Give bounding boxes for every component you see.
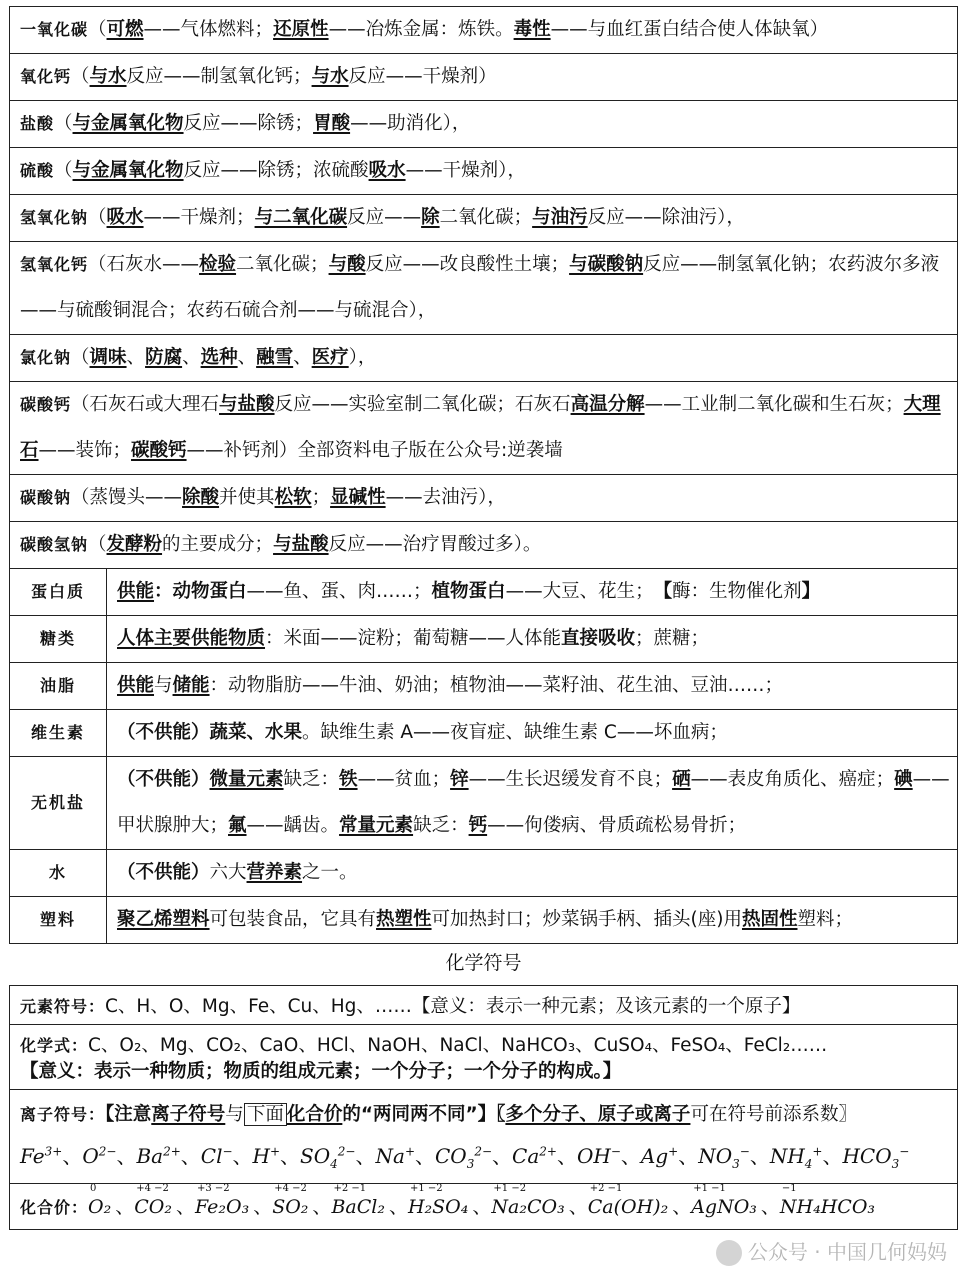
ion-charge: + <box>269 1144 281 1159</box>
ion-separator: 、 <box>415 1144 435 1168</box>
ion-base: O <box>82 1144 99 1168</box>
segment-text: 反应——改良酸性土壤； <box>365 254 570 275</box>
segment-text: ——甲状腺肿大； <box>117 769 950 836</box>
valence-item <box>779 1183 876 1218</box>
segment-text: ——气体燃料； <box>143 19 274 40</box>
segment-text: 】 <box>801 581 821 602</box>
ion-base: OH <box>576 1144 611 1168</box>
highlight-text: 与水 <box>89 66 127 87</box>
ion-charge: − <box>739 1144 750 1159</box>
highlight-text: 检验 <box>199 254 237 275</box>
nutrient-label: 油脂 <box>10 663 107 710</box>
ion-charge: + <box>812 1144 823 1159</box>
nutrient-label: 维生素 <box>10 710 107 757</box>
substance-name: 碳酸钙 <box>20 395 72 414</box>
segment-text: 反应——除锈；浓硫酸 <box>183 160 369 181</box>
segment-text: ——与血红蛋白结合使人体缺氧） <box>550 19 829 40</box>
highlight-text: 碳酸钙 <box>131 440 187 461</box>
segment-text: ； <box>311 487 331 508</box>
highlight-text: 钙 <box>468 815 488 836</box>
segment-text: 、 <box>182 347 201 368</box>
substance-name: 硫酸 <box>20 161 55 180</box>
wechat-icon <box>716 1240 742 1266</box>
ion-note-ion-symbol: 离子符号 <box>151 1104 226 1125</box>
ion-symbol <box>512 1144 557 1168</box>
valence-number: +4 −2 <box>136 1183 169 1194</box>
highlight-text: 热固性 <box>741 909 798 930</box>
valence-separator: 、 <box>175 1196 195 1218</box>
knowledge-sheet <box>9 6 958 944</box>
ion-separator: 、 <box>492 1144 513 1168</box>
segment-text: 、 <box>237 347 257 368</box>
substance-table <box>9 6 958 944</box>
nutrient-content <box>107 569 958 616</box>
nutrient-content <box>107 757 958 850</box>
formula-row <box>10 1025 958 1090</box>
segment-text: 、 <box>293 347 312 368</box>
segment-text: ）， <box>348 347 377 368</box>
valence-number: 0 <box>90 1183 97 1194</box>
substance-name: 一氧化碳 <box>20 20 89 39</box>
segment-text: （ <box>88 534 107 555</box>
highlight-text: 人体主要供能物质 <box>117 628 266 649</box>
highlight-text: 发酵粉 <box>106 534 163 555</box>
highlight-text: 供能 <box>117 581 155 602</box>
nutrient-row <box>10 616 958 663</box>
ion-base: HCO <box>842 1144 892 1168</box>
highlight-text: 与酸 <box>328 254 366 275</box>
substance-cell <box>10 148 958 195</box>
segment-text: （ <box>54 113 73 134</box>
valence-formula: AgNO₃ <box>691 1196 757 1218</box>
nutrient-content <box>107 710 958 757</box>
segment-text: 反应——治疗胃酸过多）。 <box>328 534 542 555</box>
substance-cell <box>10 54 958 101</box>
substance-name: 氧化钙 <box>20 67 72 86</box>
ion-row <box>10 1090 958 1184</box>
segment-text: ——装饰； <box>38 440 132 461</box>
highlight-text: 融雪 <box>256 347 294 368</box>
segment-text: ——龋齿。 <box>246 815 340 836</box>
ion-base: Fe <box>20 1144 45 1168</box>
highlight-text: 高温分解 <box>570 394 645 415</box>
ion-separator: 、 <box>678 1144 699 1168</box>
valence-separator: 、 <box>115 1196 135 1218</box>
valence-number: +1 −1 <box>693 1183 726 1194</box>
ion-charge: 2− <box>337 1144 356 1159</box>
substance-name: 盐酸 <box>20 114 55 133</box>
substance-name: 碳酸氢钠 <box>20 535 89 554</box>
segment-text: 反应——制氢氧化钠；农药波尔多液——与硫酸铜混合；农药石硫合剂——与硫混合）， <box>20 254 940 321</box>
segment-text: （ <box>54 160 73 181</box>
substance-name: 氢氧化钠 <box>20 208 89 227</box>
highlight-text: 吸水 <box>368 160 406 181</box>
ion-separator: 、 <box>62 1144 83 1168</box>
ion-base: Cl <box>200 1144 223 1168</box>
valence-list <box>88 1183 879 1218</box>
ion-symbol <box>253 1144 281 1168</box>
segment-text: 反应——除锈； <box>183 113 314 134</box>
nutrient-label: 蛋白质 <box>10 569 107 616</box>
substance-row <box>10 101 958 148</box>
segment-text: （不供能） <box>117 862 210 883</box>
nutrient-content <box>107 616 958 663</box>
nutrient-content <box>107 663 958 710</box>
segment-text: 、 <box>126 347 146 368</box>
nutrient-row <box>10 663 958 710</box>
ion-base: NH <box>769 1144 805 1168</box>
substance-cell <box>10 195 958 242</box>
ion-symbol <box>577 1144 621 1168</box>
ion-symbol <box>20 1144 62 1168</box>
valence-label: 化合价： <box>20 1198 89 1217</box>
ion-base: Ba <box>136 1144 164 1168</box>
ion-symbol <box>376 1144 416 1168</box>
valence-separator: 、 <box>672 1196 692 1218</box>
highlight-text: 热塑性 <box>376 909 432 930</box>
highlight-text: 医疗 <box>311 347 349 368</box>
segment-text: 可包装食品，它具有 <box>209 909 377 930</box>
ion-note-below-box: 下面 <box>244 1103 287 1126</box>
valence-row <box>10 1184 958 1230</box>
ion-symbol <box>82 1144 116 1168</box>
segment-text: 反应——制氢氧化钙； <box>126 66 312 87</box>
ion-symbol <box>842 1144 910 1171</box>
segment-text: （ <box>88 207 107 228</box>
ion-charge: 2+ <box>539 1144 557 1159</box>
segment-text: 塑料； <box>797 909 854 930</box>
segment-text: 六大 <box>209 862 247 883</box>
ion-symbol <box>698 1144 750 1171</box>
segment-text: ：动物脂肪——牛油、奶油；植物油——菜籽油、花生油、豆油……； <box>209 675 784 696</box>
valence-number: +3 −2 <box>196 1183 230 1194</box>
segment-text: （石灰石或大理石 <box>71 394 220 415</box>
ion-charge: 2+ <box>163 1144 181 1159</box>
nutrient-rows <box>10 569 958 944</box>
substance-row <box>10 522 958 569</box>
ion-subscript: 3 <box>891 1157 900 1171</box>
substance-rows <box>10 7 958 569</box>
ion-note-and: 与 <box>225 1104 244 1125</box>
highlight-text: 吸水 <box>106 207 144 228</box>
segment-text: 之一。 <box>302 862 358 883</box>
highlight-text: 与金属氧化物 <box>72 113 184 134</box>
symbol-table <box>9 985 958 1230</box>
nutrient-row <box>10 757 958 850</box>
element-text: C、H、O、Mg、Fe、Cu、Hg、……【意义：表示一种元素；及该元素的一个原子】 <box>105 996 801 1017</box>
highlight-text: 与金属氧化物 <box>72 160 184 181</box>
highlight-text: 与盐酸 <box>219 394 275 415</box>
substance-row <box>10 335 958 382</box>
ion-separator: 、 <box>180 1144 201 1168</box>
ion-note-open: 【注意 <box>105 1104 152 1125</box>
ion-separator: 、 <box>620 1144 641 1168</box>
substance-row <box>10 242 958 335</box>
segment-text: ：米面——淀粉；葡萄糖——人体能 <box>265 628 562 649</box>
highlight-text: 调味 <box>89 347 127 368</box>
segment-text: 。缺维生素 A——夜盲症、缺维生素 C——坏血病； <box>302 722 728 743</box>
ion-base: NO <box>698 1144 733 1168</box>
ion-subscript: 4 <box>330 1157 338 1171</box>
nutrient-label: 塑料 <box>10 897 107 944</box>
ion-symbol <box>136 1144 180 1168</box>
segment-text: 反应——除油污）， <box>587 207 745 228</box>
segment-text: 反应——干燥剂） <box>348 66 497 87</box>
substance-row <box>10 382 958 475</box>
highlight-text: 松软 <box>274 487 312 508</box>
valence-separator: 、 <box>472 1196 492 1218</box>
ion-separator: 、 <box>116 1144 137 1168</box>
watermark-text: 公众号 · 中国几何妈妈 <box>747 1239 947 1264</box>
segment-text: ——干燥剂）， <box>405 160 526 181</box>
segment-text: （ <box>71 66 90 87</box>
ion-symbol <box>201 1144 233 1168</box>
ion-charge: − <box>610 1144 621 1159</box>
highlight-text: 除酸 <box>182 487 220 508</box>
formula-label: 化学式： <box>20 1036 89 1055</box>
valence-number: +1 −2 <box>493 1183 527 1194</box>
highlight-text: 与盐酸 <box>273 534 329 555</box>
highlight-text: 与碳酸钠 <box>569 254 644 275</box>
segment-text: 直接吸收 <box>561 628 636 649</box>
highlight-text: 氟 <box>228 815 247 836</box>
highlight-text: 碘 <box>894 769 913 790</box>
substance-row <box>10 475 958 522</box>
segment-text: （ <box>71 347 90 368</box>
valence-formula: Fe₂O₃ <box>194 1196 250 1218</box>
ion-symbol <box>769 1144 823 1171</box>
highlight-text: 供能 <box>117 675 155 696</box>
segment-text: ——去油污）， <box>385 487 506 508</box>
substance-row <box>10 7 958 54</box>
segment-text: ——工业制二氧化碳和生石灰； <box>644 394 904 415</box>
segment-text: 缺乏： <box>413 815 469 836</box>
segment-text: ——助消化）， <box>350 113 471 134</box>
ion-separator: 、 <box>749 1144 770 1168</box>
element-label: 元素符号： <box>20 997 106 1016</box>
nutrient-content <box>107 897 958 944</box>
valence-item <box>331 1183 385 1218</box>
valence-item <box>88 1183 112 1218</box>
segment-text: （石灰水—— <box>88 254 200 275</box>
ion-base: H <box>252 1144 270 1168</box>
highlight-text: 防腐 <box>145 347 183 368</box>
substance-cell <box>10 242 958 335</box>
valence-separator: 、 <box>568 1196 588 1218</box>
segment-text: ——贫血； <box>357 769 451 790</box>
highlight-text: 常量元素 <box>339 815 414 836</box>
segment-text: 可加热封口；炒菜锅手柄、插头(座)用 <box>431 909 742 930</box>
ion-separator: 、 <box>822 1144 843 1168</box>
highlight-text: 营养素 <box>246 862 303 883</box>
ion-charge: − <box>899 1144 910 1159</box>
highlight-text: 显碱性 <box>330 487 386 508</box>
section-caption: 化学符号 <box>445 952 522 974</box>
ion-base: Ag <box>640 1144 669 1168</box>
segment-text: （蒸馒头—— <box>71 487 183 508</box>
substance-cell <box>10 475 958 522</box>
valence-number: +2 −1 <box>333 1183 367 1194</box>
symbol-section <box>9 985 958 1230</box>
highlight-text: 大理石 <box>20 394 941 461</box>
highlight-text: 胃酸 <box>313 113 351 134</box>
nutrient-content <box>107 850 958 897</box>
valence-formula: NH₄HCO₃ <box>779 1196 876 1218</box>
element-row <box>10 986 958 1025</box>
valence-formula: SO₂ <box>272 1196 309 1218</box>
ion-charge: + <box>404 1144 415 1159</box>
segment-text: ——生长迟缓发育不良； <box>468 769 673 790</box>
nutrient-row <box>10 897 958 944</box>
nutrient-label: 水 <box>10 850 107 897</box>
segment-text: 反应——实验室制二氧化碳；石灰石 <box>274 394 571 415</box>
formula-meaning: 【意义：表示一种物质；物质的组成元素；一个分子；一个分子的构成。】 <box>20 1061 622 1082</box>
highlight-text: 铁 <box>339 769 358 790</box>
substance-cell <box>10 522 958 569</box>
ion-note-rule: 的“两同两不同”】〖 <box>342 1104 506 1125</box>
valence-number: +1 −2 <box>409 1183 443 1194</box>
valence-formula: Na₂CO₃ <box>491 1196 565 1218</box>
valence-item <box>407 1183 469 1218</box>
ion-base: CO <box>435 1144 467 1168</box>
ion-charge: − <box>222 1144 233 1159</box>
substance-row <box>10 148 958 195</box>
substance-cell <box>10 7 958 54</box>
nutrient-row <box>10 569 958 616</box>
watermark <box>716 1236 947 1267</box>
ion-subscript: 4 <box>804 1157 813 1171</box>
substance-row <box>10 195 958 242</box>
ion-subscript: 3 <box>732 1157 740 1171</box>
ion-separator: 、 <box>355 1144 376 1168</box>
ion-symbol <box>300 1144 356 1171</box>
valence-item <box>587 1183 669 1218</box>
ion-base: Ca <box>512 1144 540 1168</box>
segment-text: 【 <box>662 581 673 602</box>
ion-separator: 、 <box>556 1144 577 1168</box>
segment-text: ——冶炼金属：炼铁。 <box>328 19 514 40</box>
segment-text: 缺乏： <box>283 769 340 790</box>
valence-separator: 、 <box>253 1196 273 1218</box>
segment-text: ——佝偻病、骨质疏松易骨折； <box>487 815 747 836</box>
substance-cell <box>10 101 958 148</box>
segment-text: ：动物蛋白 <box>154 581 247 602</box>
segment-text: （不供能）蔬菜、水果 <box>117 722 303 743</box>
segment-text: 酶：生物催化剂 <box>672 581 802 602</box>
valence-item <box>194 1183 250 1218</box>
highlight-text: 还原性 <box>273 19 329 40</box>
nutrient-row <box>10 850 958 897</box>
ion-charge: + <box>668 1144 679 1159</box>
valence-number: +4 −2 <box>274 1183 307 1194</box>
highlight-text: 聚乙烯塑料 <box>117 909 210 930</box>
segment-text: （不供能） <box>117 769 210 790</box>
valence-formula: BaCl₂ <box>331 1196 385 1218</box>
substance-cell <box>10 382 958 475</box>
segment-text: ——表皮角质化、癌症； <box>690 769 895 790</box>
valence-item <box>134 1183 172 1218</box>
segment-text: ；蔗糖； <box>635 628 710 649</box>
segment-text: 植物蛋白 <box>431 581 506 602</box>
substance-row <box>10 54 958 101</box>
highlight-text: 可燃 <box>106 19 144 40</box>
segment-text: 反应—— <box>347 207 422 228</box>
valence-number: +2 −1 <box>589 1183 623 1194</box>
ion-base: SO <box>300 1144 331 1168</box>
formula-text: C、O₂、Mg、CO₂、CaO、HCl、NaOH、NaCl、NaHCO₃、CuSO₄、FeSO₄、FeCl₂…… <box>88 1035 828 1056</box>
valence-separator: 、 <box>760 1196 780 1218</box>
ion-separator: 、 <box>280 1144 301 1168</box>
segment-text: （ <box>88 19 107 40</box>
highlight-text: 除 <box>421 207 440 228</box>
segment-text: 的主要成分； <box>162 534 274 555</box>
valence-item <box>691 1183 757 1218</box>
segment-text: ——干燥剂； <box>143 207 255 228</box>
ion-symbol <box>435 1144 493 1171</box>
ion-label: 离子符号： <box>20 1105 106 1124</box>
ion-charge: 3+ <box>44 1144 63 1159</box>
highlight-text: 毒性 <box>513 19 551 40</box>
highlight-text: 硒 <box>672 769 691 790</box>
segment-text: ——鱼、蛋、肉……； <box>246 581 432 602</box>
substance-cell <box>10 335 958 382</box>
segment-text: 二氧化碳； <box>236 254 329 275</box>
valence-item <box>272 1183 309 1218</box>
highlight-text: 与水 <box>311 66 349 87</box>
valence-formula: H₂SO₄ <box>407 1196 469 1218</box>
highlight-text: 选种 <box>200 347 238 368</box>
ion-note-valence: 化合价 <box>286 1104 343 1125</box>
valence-formula: CO₂ <box>134 1196 172 1218</box>
substance-name: 氢氧化钙 <box>20 255 89 274</box>
valence-item <box>491 1183 565 1218</box>
segment-text: 与 <box>154 675 173 696</box>
segment-text: 并使其 <box>219 487 275 508</box>
ion-charge: 2− <box>474 1144 493 1159</box>
ion-separator: 、 <box>232 1144 253 1168</box>
highlight-text: 微量元素 <box>209 769 284 790</box>
ion-symbol <box>641 1144 678 1168</box>
highlight-text: 与油污 <box>532 207 588 228</box>
nutrient-label: 糖类 <box>10 616 107 663</box>
nutrient-label: 无机盐 <box>10 757 107 850</box>
substance-name: 氯化钠 <box>20 348 72 367</box>
segment-text: ——补钙剂）全部资料电子版在公众号:逆袭墙 <box>186 440 563 461</box>
segment-text: 二氧化碳； <box>439 207 533 228</box>
valence-separator: 、 <box>312 1196 332 1218</box>
ion-list <box>20 1140 947 1171</box>
ion-subscript: 3 <box>466 1157 475 1171</box>
valence-separator: 、 <box>388 1196 408 1218</box>
highlight-text: 锌 <box>450 769 469 790</box>
segment-text: ——大豆、花生； <box>505 581 663 602</box>
highlight-text: 储能 <box>172 675 210 696</box>
ion-note-multiple: 多个分子、原子或离子 <box>505 1104 691 1125</box>
highlight-text: 与二氧化碳 <box>254 207 348 228</box>
valence-number: −1 <box>781 1183 797 1194</box>
valence-formula: Ca(OH)₂ <box>587 1196 669 1218</box>
ion-base: Na <box>375 1144 405 1168</box>
valence-formula: O₂ <box>88 1196 112 1218</box>
ion-note-coefficient: 可在符号前添系数〗 <box>690 1104 857 1125</box>
nutrient-row <box>10 710 958 757</box>
ion-charge: 2− <box>98 1144 117 1159</box>
substance-name: 碳酸钠 <box>20 488 72 507</box>
